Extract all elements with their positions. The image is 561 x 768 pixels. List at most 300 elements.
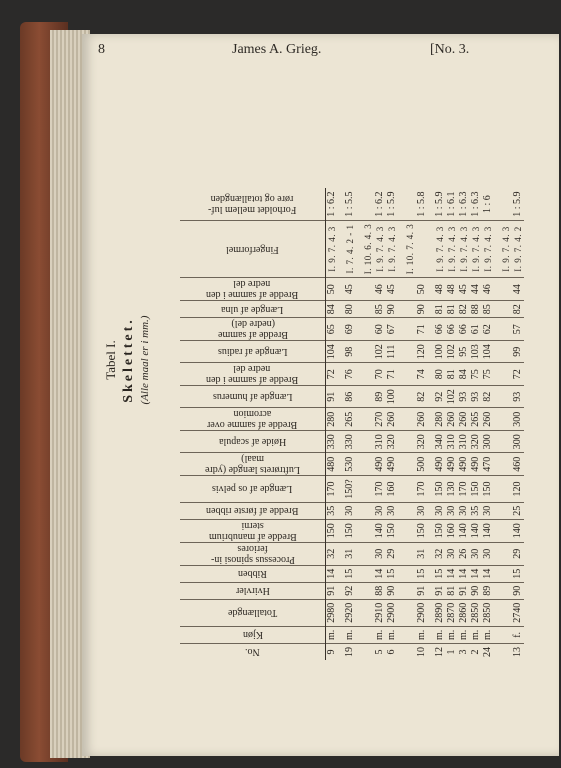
table-cell: 140	[482, 519, 494, 542]
table-cell: 320	[416, 431, 428, 453]
table-cell: 91	[326, 386, 339, 408]
table-cell: 19	[344, 644, 356, 661]
table-cell	[362, 565, 374, 582]
table-cell: 490	[470, 453, 482, 476]
table-cell: 270	[374, 408, 386, 431]
table-cell: 44	[512, 278, 524, 301]
column-header	[180, 278, 326, 301]
table-cell	[500, 278, 512, 301]
table-cell: 1 : 6.2	[374, 191, 385, 217]
table-cell: m.	[446, 626, 458, 643]
table-cell: 60	[374, 318, 386, 341]
column-header-label: Bredde af samme i den nedre del	[206, 363, 299, 386]
table-row	[500, 188, 512, 660]
column-header	[180, 220, 326, 278]
table-cell: 2890	[434, 599, 446, 626]
column-header-label: Længde af humerus	[212, 391, 293, 403]
skeleton-table	[180, 188, 524, 660]
table-cell	[362, 476, 374, 502]
table-cell: 1	[446, 644, 458, 661]
table-cell: f.	[512, 626, 524, 643]
column-header	[180, 363, 326, 386]
table-cell: 260	[386, 408, 398, 431]
table-cell: 80	[434, 363, 446, 386]
table-cell: 1 : 5.9	[512, 191, 523, 217]
table-cell: 89	[374, 386, 386, 408]
table-cell: 70	[374, 363, 386, 386]
table-cell	[362, 644, 374, 661]
table-cell: 6	[386, 644, 398, 661]
table-cell	[500, 408, 512, 431]
table-cell: 170	[458, 476, 470, 502]
table-cell: 170	[416, 476, 428, 502]
table-cell: 490	[434, 453, 446, 476]
table-cell: 29	[386, 542, 398, 565]
table-cell: 3	[458, 644, 470, 661]
table-cell: 490	[458, 453, 470, 476]
table-cell	[362, 599, 374, 626]
column-header	[180, 453, 326, 476]
table-cell: 1 : 6	[482, 195, 493, 214]
table-cell: I. 9. 7. 4. 3	[470, 220, 482, 278]
table-cell: 90	[512, 582, 524, 599]
table-cell: 10	[416, 644, 428, 661]
table-cell: 62	[482, 318, 494, 341]
table-cell: 15	[434, 565, 446, 582]
table-cell: I. 9. 7. 4. 3	[446, 220, 458, 278]
table-cell	[362, 582, 374, 599]
table-cell: 2850	[470, 599, 482, 626]
table-cell: 265	[470, 408, 482, 431]
table-cell	[404, 582, 416, 599]
table-cell: 92	[344, 582, 356, 599]
table-cell	[362, 386, 374, 408]
table-cell: 1 : 5.8	[416, 191, 427, 217]
table-cell: m.	[374, 626, 386, 643]
column-header-label: Bredde af samme (nedre del)	[217, 318, 288, 341]
table-cell: 15	[512, 565, 524, 582]
table-cell: 340	[434, 431, 446, 453]
table-cell: 75	[482, 363, 494, 386]
table-cell: I. 9. 7. 4. 3	[482, 220, 494, 278]
table-cell: 2	[470, 644, 482, 661]
table-cell: 48	[446, 278, 458, 301]
table-cell: 150?	[344, 476, 356, 502]
table-cell: 330	[326, 431, 339, 453]
table-cell	[362, 431, 374, 453]
column-header	[180, 519, 326, 542]
table-cell: 66	[458, 318, 470, 341]
table-body	[326, 188, 525, 660]
table-cell: 260	[446, 408, 458, 431]
table-cell: I. 9. 7. 4. 3	[500, 220, 512, 278]
column-header-label: Længde af os pelvis	[212, 483, 293, 495]
table-cell: 2870	[446, 599, 458, 626]
table-cell: 72	[512, 363, 524, 386]
table-cell: 67	[386, 318, 398, 341]
table-cell: 120	[416, 341, 428, 363]
table-cell: 71	[416, 318, 428, 341]
table-cell: 90	[470, 582, 482, 599]
column-header-label: Processus spinosi in- feriores	[210, 542, 295, 565]
table-row	[470, 188, 482, 660]
table-cell: 45	[386, 278, 398, 301]
table-cell: 30	[446, 502, 458, 519]
table-cell: 14	[458, 565, 470, 582]
table-row	[344, 188, 356, 660]
table-cell: I. 9. 7. 4. 3	[458, 220, 470, 278]
rotated-table-block	[95, 60, 523, 660]
table-cell: 140	[458, 519, 470, 542]
table-row	[362, 188, 374, 660]
table-cell: 57	[512, 318, 524, 341]
table-cell	[362, 341, 374, 363]
table-cell: 93	[458, 386, 470, 408]
table-cell: 82	[482, 386, 494, 408]
table-cell: 88	[470, 301, 482, 318]
table-cell: 320	[386, 431, 398, 453]
table-cell: 14	[326, 565, 339, 582]
table-cell: 140	[470, 519, 482, 542]
table-cell: 12	[434, 644, 446, 661]
table-cell: 30	[374, 502, 386, 519]
table-cell: 1 : 6.3	[458, 191, 469, 217]
table-cell: I. 10. 7. 4. 3	[404, 220, 416, 278]
table-cell: 5	[374, 644, 386, 661]
column-header-label: Totallængde	[227, 607, 278, 619]
table-cell: 150	[434, 519, 446, 542]
table-cell: 9	[326, 644, 339, 661]
table-cell: m.	[386, 626, 398, 643]
column-header	[180, 301, 326, 318]
table-cell: 46	[482, 278, 494, 301]
column-header	[180, 599, 326, 626]
table-cell: 500	[416, 453, 428, 476]
table-cell	[362, 453, 374, 476]
table-cell: 90	[416, 301, 428, 318]
table-cell: 91	[326, 582, 339, 599]
column-header	[180, 502, 326, 519]
table-cell: 26	[458, 542, 470, 565]
table-cell: m.	[416, 626, 428, 643]
column-header-label: No.	[245, 646, 260, 658]
table-row	[458, 188, 470, 660]
table-cell: 1 : 5.9	[434, 191, 445, 217]
table-cell: 61	[470, 318, 482, 341]
table-cell	[362, 278, 374, 301]
table-cell: 2920	[344, 599, 356, 626]
table-cell: 150	[434, 476, 446, 502]
table-cell: 330	[344, 431, 356, 453]
table-title: Tabel I.	[103, 340, 118, 380]
page-header	[0, 42, 561, 62]
table-cell: 150	[326, 519, 339, 542]
table-cell: 71	[386, 363, 398, 386]
table-cell: 50	[416, 278, 428, 301]
table-cell: 280	[326, 408, 339, 431]
table-cell: 140	[374, 519, 386, 542]
table-cell: 260	[482, 408, 494, 431]
table-cell: 30	[446, 542, 458, 565]
column-header	[180, 582, 326, 599]
table-cell: 89	[482, 582, 494, 599]
column-header	[180, 188, 326, 220]
table-note: (Alle maal er i mm.)	[139, 315, 151, 405]
column-header-label: Fingerformel	[226, 243, 279, 255]
table-cell: 93	[512, 386, 524, 408]
column-header	[180, 644, 326, 661]
table-cell: 1 : 6.3	[470, 191, 481, 217]
table-cell	[362, 502, 374, 519]
table-cell: I. 10. 6. 4. 3	[362, 220, 374, 278]
table-cell	[404, 644, 416, 661]
table-cell: 66	[446, 318, 458, 341]
table-cell	[500, 542, 512, 565]
table-cell: 150	[416, 519, 428, 542]
table-cell: 13	[512, 644, 524, 661]
column-header-label: Høide af scapula	[218, 436, 287, 448]
table-cell	[404, 542, 416, 565]
table-cell: 90	[386, 582, 398, 599]
column-header-label: Forholdet mellem luf- røre og totallængden	[208, 193, 297, 216]
table-cell	[404, 188, 416, 220]
table-cell: 72	[326, 363, 339, 386]
table-cell: 111	[386, 341, 398, 363]
table-cell	[404, 386, 416, 408]
table-cell: 470	[482, 453, 494, 476]
column-header-label: Kjøn	[242, 629, 263, 641]
table-cell: 30	[470, 542, 482, 565]
table-cell: 91	[416, 582, 428, 599]
table-cell: 1 : 6.1	[446, 191, 457, 217]
table-cell: 81	[434, 301, 446, 318]
table-cell: 46	[374, 278, 386, 301]
table-cell: 25	[512, 502, 524, 519]
table-cell: 50	[326, 278, 339, 301]
table-cell	[500, 599, 512, 626]
table-cell: m.	[458, 626, 470, 643]
table-cell: 24	[482, 644, 494, 661]
table-row	[512, 188, 524, 660]
table-cell: m.	[482, 626, 494, 643]
table-cell: 92	[434, 386, 446, 408]
table-cell: 490	[386, 453, 398, 476]
table-cell: 45	[458, 278, 470, 301]
table-cell	[500, 318, 512, 341]
table-cell: 300	[512, 408, 524, 431]
table-cell: 14	[482, 565, 494, 582]
table-cell: 103	[470, 341, 482, 363]
table-cell: I. 9. 7. 4. 3	[386, 220, 398, 278]
table-cell: m.	[326, 626, 339, 643]
column-header-label: Bredde af samme i den nedre del	[206, 278, 299, 301]
table-cell: 120	[512, 476, 524, 502]
table-subtitle: Skelettet.	[121, 317, 136, 403]
table-cell: 31	[344, 542, 356, 565]
table-cell: 460	[512, 453, 524, 476]
column-header-label: Længde af radius	[217, 346, 288, 358]
table-cell	[404, 278, 416, 301]
table-cell: 30	[482, 542, 494, 565]
table-cell	[362, 626, 374, 643]
table-cell	[404, 565, 416, 582]
table-cell	[500, 626, 512, 643]
table-cell: 2860	[458, 599, 470, 626]
table-cell: 85	[482, 301, 494, 318]
table-cell	[500, 431, 512, 453]
table-cell	[500, 519, 512, 542]
table-cell: 81	[446, 363, 458, 386]
table-cell: 99	[512, 341, 524, 363]
table-cell: 2980	[326, 599, 339, 626]
table-cell: 102	[374, 341, 386, 363]
table-cell	[500, 341, 512, 363]
table-cell: 160	[446, 519, 458, 542]
table-cell: 81	[446, 582, 458, 599]
column-header	[180, 626, 326, 643]
table-cell: 530	[344, 453, 356, 476]
table-cell	[404, 599, 416, 626]
table-cell	[404, 318, 416, 341]
table-cell: I. 9. 7. 4. 3	[326, 220, 339, 278]
table-cell: 15	[344, 565, 356, 582]
column-header	[180, 408, 326, 431]
table-cell: 66	[434, 318, 446, 341]
table-cell: I. 9. 7. 4. 3	[374, 220, 386, 278]
table-cell	[362, 542, 374, 565]
table-cell: 265	[344, 408, 356, 431]
column-header	[180, 318, 326, 341]
table-cell	[404, 301, 416, 318]
table-row	[404, 188, 416, 660]
table-cell: 310	[446, 431, 458, 453]
table-cell	[404, 363, 416, 386]
column-header-label: Længde af ulna	[221, 303, 284, 315]
table-cell: 81	[446, 301, 458, 318]
table-cell: 30	[458, 502, 470, 519]
table-cell: 35	[470, 502, 482, 519]
table-cell	[362, 188, 374, 220]
table-cell: 65	[326, 318, 339, 341]
table-cell: 30	[386, 502, 398, 519]
table-cell: 69	[344, 318, 356, 341]
table-cell: 84	[326, 301, 339, 318]
table-cell: 82	[512, 301, 524, 318]
column-header-label: Luftrørets længde (ydre maal)	[205, 453, 300, 476]
table-cell: 102	[446, 386, 458, 408]
table-cell: 30	[344, 502, 356, 519]
table-cell: 88	[374, 582, 386, 599]
table-cell: 310	[458, 431, 470, 453]
table-cell: 45	[344, 278, 356, 301]
table-cell: 2900	[386, 599, 398, 626]
table-cell: 2740	[512, 599, 524, 626]
table-cell	[362, 408, 374, 431]
column-header-label: Bredde af første ribben	[206, 505, 299, 517]
table-cell: 300	[482, 431, 494, 453]
column-header	[180, 386, 326, 408]
table-cell: 32	[326, 542, 339, 565]
table-cell: 30	[482, 502, 494, 519]
table-cell	[362, 363, 374, 386]
table-cell	[404, 476, 416, 502]
table-cell: 86	[344, 386, 356, 408]
table-row	[326, 188, 339, 660]
table-cell: 98	[344, 341, 356, 363]
table-cell: 30	[416, 502, 428, 519]
table-cell	[416, 220, 428, 278]
table-row	[446, 188, 458, 660]
table-cell: 91	[458, 582, 470, 599]
table-cell	[500, 502, 512, 519]
table-cell	[404, 519, 416, 542]
column-header-label: Ribben	[238, 568, 267, 580]
table-row	[374, 188, 386, 660]
table-cell: 14	[446, 565, 458, 582]
column-header	[180, 476, 326, 502]
table-cell: 140	[512, 519, 524, 542]
table-cell	[362, 301, 374, 318]
table-cell	[404, 408, 416, 431]
table-cell: 280	[434, 408, 446, 431]
column-header	[180, 565, 326, 582]
table-cell: 300	[512, 431, 524, 453]
table-row	[434, 188, 446, 660]
table-cell	[404, 626, 416, 643]
table-cell: 310	[374, 431, 386, 453]
table-cell	[500, 644, 512, 661]
table-cell	[500, 386, 512, 408]
table-cell: 480	[326, 453, 339, 476]
table-cell: 15	[416, 565, 428, 582]
issue-number: [No. 3.	[430, 42, 470, 57]
column-header	[180, 341, 326, 363]
table-cell: I. 9. 7. 4. 2	[512, 220, 524, 278]
table-cell: 130	[446, 476, 458, 502]
table-cell	[500, 582, 512, 599]
page-number: 8	[98, 42, 105, 57]
table-cell: 2910	[374, 599, 386, 626]
table-cell: m.	[470, 626, 482, 643]
table-cell: I. 9. 7. 4. 3	[434, 220, 446, 278]
table-cell: m.	[344, 626, 356, 643]
table-cell: 490	[446, 453, 458, 476]
column-header	[180, 431, 326, 453]
table-cell: 48	[434, 278, 446, 301]
table-cell	[404, 431, 416, 453]
table-cell	[404, 341, 416, 363]
table-cell: 1 : 5.5	[344, 191, 355, 217]
column-header-label: Hvirvler	[235, 585, 270, 597]
table-cell: 31	[416, 542, 428, 565]
table-cell: 91	[434, 582, 446, 599]
table-cell: 150	[470, 476, 482, 502]
table-cell: 2850	[482, 599, 494, 626]
table-cell: 32	[434, 542, 446, 565]
table-cell: 14	[470, 565, 482, 582]
table-cell: 30	[374, 542, 386, 565]
table-cell: 74	[416, 363, 428, 386]
table-cell: 320	[470, 431, 482, 453]
table-cell	[500, 476, 512, 502]
table-cell: 170	[374, 476, 386, 502]
table-cell	[500, 453, 512, 476]
table-cell: 29	[512, 542, 524, 565]
table-cell: 80	[344, 301, 356, 318]
table-cell	[500, 565, 512, 582]
table-cell: 30	[434, 502, 446, 519]
table-row	[416, 188, 428, 660]
